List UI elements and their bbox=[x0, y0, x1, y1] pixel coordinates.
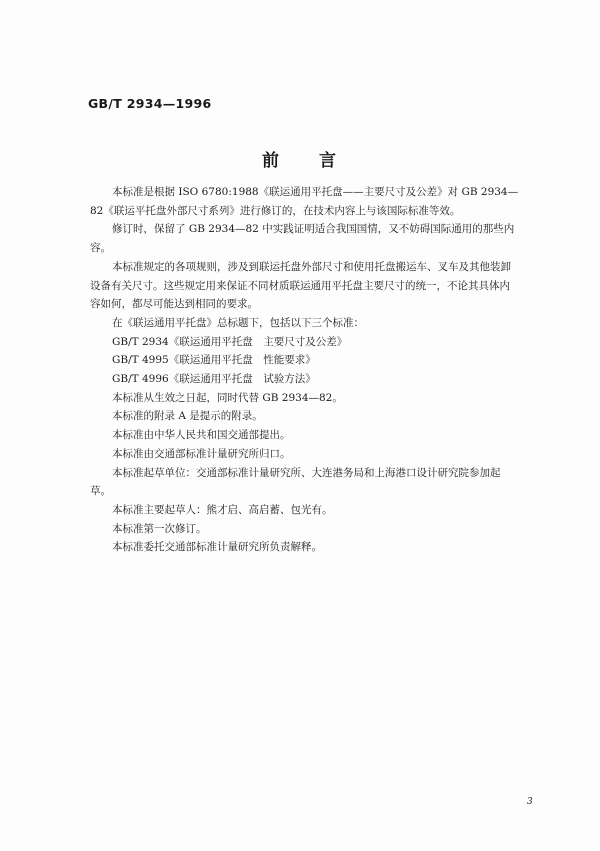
paragraph: 本标准从生效之日起，同时代替 GB 2934—82。 bbox=[112, 391, 343, 404]
paragraph: 本标准由交通部标准计量研究所归口。 bbox=[112, 447, 291, 460]
paragraph: 本标准第一次修订。 bbox=[112, 522, 207, 535]
paragraph: 在《联运通用平托盘》总标题下，包括以下三个标准： bbox=[112, 316, 364, 329]
standard-list-item: GB/T 2934《联运通用平托盘 主要尺寸及公差》 bbox=[112, 335, 348, 348]
paragraph: 本标准由中华人民共和国交通部提出。 bbox=[112, 429, 291, 442]
paragraph: 本标准委托交通部标准计量研究所负责解释。 bbox=[112, 541, 322, 554]
paragraph: 本标准主要起草人：熊才启、高启蓄、包光有。 bbox=[112, 503, 333, 516]
foreword-body bbox=[90, 183, 520, 557]
page-number: 3 bbox=[527, 797, 533, 807]
paragraph: 本标准的附录 A 是提示的附录。 bbox=[112, 410, 263, 423]
standard-list-item: GB/T 4996《联运通用平托盘 试验方法》 bbox=[112, 373, 316, 386]
standard-list-item: GB/T 4995《联运通用平托盘 性能要求》 bbox=[112, 354, 316, 367]
paragraph: 本标准起草单位：交通部标准计量研究所、大连港务局和上海港口设计研究院参加起草。 bbox=[90, 466, 501, 498]
title-char: 言 bbox=[319, 151, 338, 171]
paragraph: 本标准是根据 ISO 6780:1988《联运通用平托盘——主要尺寸及公差》对 GB 2934—82《联运平托盘外部尺寸系列》进行修订的，在技术内容上与该国际标准等效。 bbox=[90, 186, 519, 217]
standard-number: GB/T 2934—1996 bbox=[88, 96, 212, 111]
page-title bbox=[0, 146, 600, 171]
title-char: 前 bbox=[262, 151, 281, 171]
paragraph: 本标准规定的各项规则，涉及到联运托盘外部尺寸和使用托盘搬运车、叉车及其他装卸设备有关尺寸。这些规定用来保证不同材质联运通用平托盘主要尺寸的统一，不论其具体内容如何，都尽可能达到相同的要求。 bbox=[90, 260, 511, 311]
paragraph: 修订时，保留了 GB 2934—82 中实践证明适合我国国情，又不妨碍国际通用的那些内容。 bbox=[90, 223, 515, 255]
